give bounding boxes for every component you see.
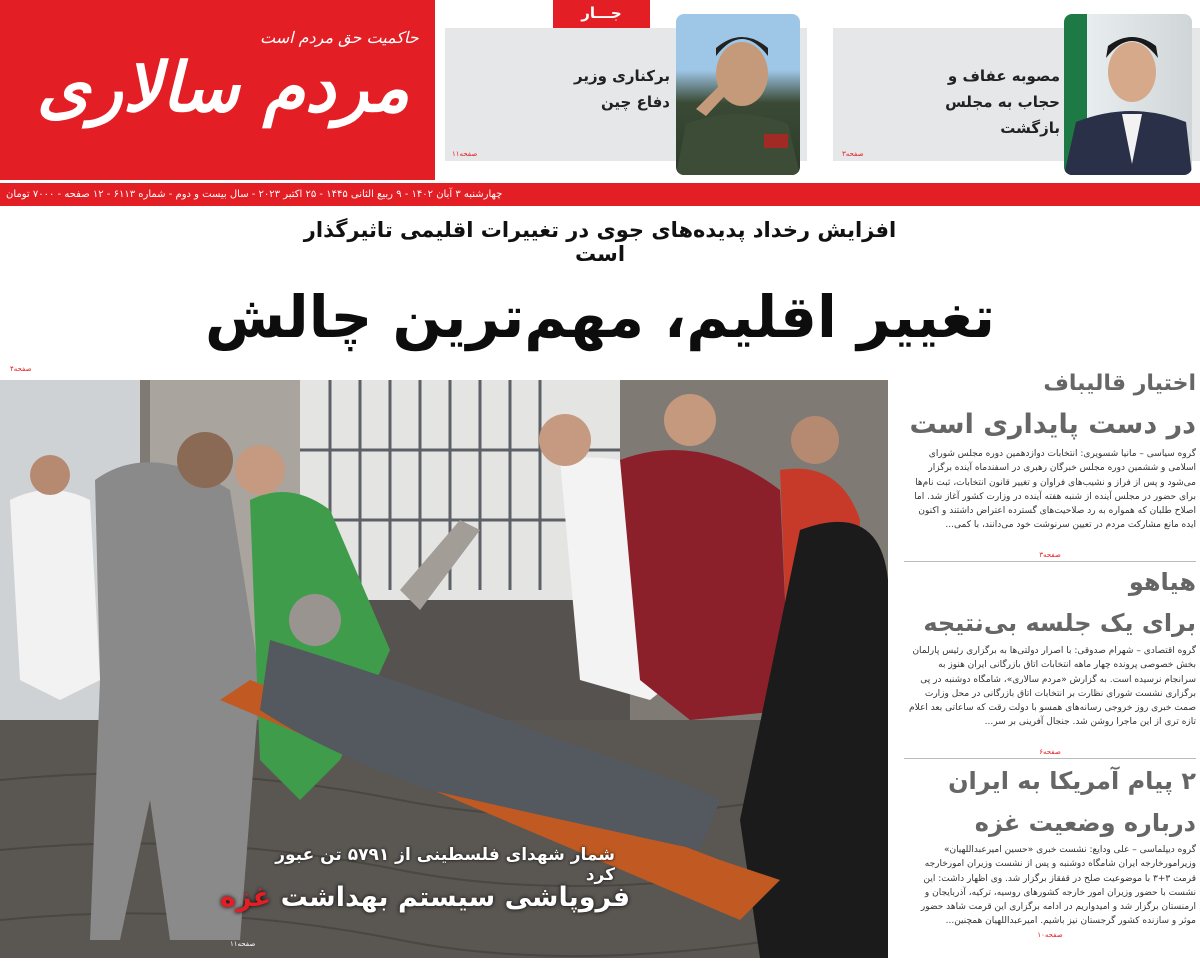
- masthead-slogan: حاکمیت حق مردم است: [260, 28, 419, 47]
- sidebar-item-headline-3b[interactable]: درباره وضعیت غزه: [974, 809, 1196, 837]
- sidebar-item-page-1: صفحه۳: [1039, 551, 1061, 559]
- sidebar-item-headline-1a[interactable]: اختیار قالیباف: [1043, 371, 1196, 396]
- sidebar-item-body-3: گروه دیپلماسی – علی ودایع: نشست خبری «حسین امیرعبداللهیان» وزیرامورخارجه ایران شامگاه دوشنبه و پس از نشست وزیران امورخارجه قرمت ۳+۳ با موضوعیت صلح در قفقاز برگزار شد. وی اظهار داشت: این نشست با حضور وزیران امور خارجه کشورهای روسیه، ترکیه، آذربایجان و ارمنستان برگزار شد و امیدواریم در ادامه برگزاری این قرمت شاهد حضور موثر و سازنده کشور گرجستان نیز باشیم. امیرعبداللهیان همچنین...: [920, 845, 1196, 927]
- photo-title-main: فروپاشی سیستم بهداشت: [271, 882, 630, 913]
- photo-kicker: شمار شهدای فلسطینی از ۵۷۹۱ تن عبور کرد: [275, 845, 615, 885]
- photo-title-red: غزه: [220, 882, 272, 913]
- teaser-title-middle[interactable]: برکناری وزیر دفاع چین: [574, 67, 670, 111]
- main-headline-page: صفحه۴: [10, 365, 32, 373]
- main-headline[interactable]: تغییر اقلیم، مهم‌ترین چالش: [204, 283, 996, 351]
- sidebar-item-body-1: گروه سیاسی – مانیا شسویری: انتخابات دوازدهمین دوره مجلس شورای اسلامی و ششمین دوره مجلس خبرگان رهبری در اسفندماه آینده برگزار می‌شود و پس از فراز و نشیب‌های فراوان و تغییر قانون انتخابات، ثبت نام‌ها برای حضور در مجلس آینده از شنبه هفته آینده در وزارت کشور آغاز شد. اما اصلاح طلبان که همواره به رد صلاحیت‌های گسترده اعتراض داشتند و اکنون ایده مانع مشارکت مردم در تعیین سرنوشت خود می‌دانند، با کمی...: [914, 449, 1196, 531]
- sidebar-item-headline-1b[interactable]: در دست پایداری است: [909, 409, 1196, 440]
- sidebar-column: [904, 365, 1196, 965]
- masthead-logo: [0, 0, 435, 180]
- teaser-photo-middle: [676, 14, 800, 175]
- sidebar-item-headline-2a[interactable]: هیاهو: [1128, 568, 1196, 596]
- sidebar-item-headline-3a[interactable]: ۲ پیام آمریکا به ایران: [948, 767, 1196, 795]
- sidebar-item-headline-2b[interactable]: برای یک جلسه بی‌نتیجه: [923, 609, 1196, 637]
- masthead-name: مردم سالاری: [36, 48, 410, 128]
- photo-page: صفحه۱۱: [230, 940, 256, 948]
- issue-info-bar: چهارشنبه ۳ آبان ۱۴۰۲ - ۹ ربیع الثانی ۱۴۴۵ - ۲۵ اکتبر ۲۰۲۳ - سال بیست و دوم - شماره ۶۱۱۳ - ۱۲ صفحه - ۷۰۰۰ تومان: [0, 183, 1200, 206]
- teaser-title-right[interactable]: مصوبه عفاف و حجاب به مجلس بازگشت: [945, 67, 1060, 137]
- teaser-photo-right: [1064, 14, 1192, 175]
- sidebar-item-body-2: گروه اقتصادی – شهرام صدوقی: با اصرار دولتی‌ها به برگزاری رئیس پارلمان بخش خصوصی پرونده چهار ماهه انتخابات اتاق بازرگانی ایران هنوز به سرانجام نرسیده است. به گزارش «مردم سالاری»، شامگاه دوشنبه در پی برگزاری نشست شورای نظارت بر انتخابات اتاق بازرگانی در محل وزارت صمت خبری روز خروجی رسانه‌های همسو با دولت رقت که ساعاتی بعد اعلام تازه تری از این ماجرا روشن شد. جنجال آفرینی بر سر...: [909, 646, 1196, 728]
- teaser-tag-label: جـــار: [581, 4, 622, 22]
- sidebar-item-page-2: صفحه۶: [1039, 748, 1061, 756]
- photo-title[interactable]: [200, 882, 630, 913]
- main-kicker: افزایش رخداد پدیده‌های جوی در تغییرات اقلیمی تاثیرگذار است: [303, 218, 897, 266]
- teaser-page-middle: صفحه۱۱: [452, 150, 478, 158]
- sidebar-item-page-3: صفحه۱۰: [1037, 931, 1063, 939]
- teaser-page-right: صفحه۳: [842, 150, 864, 158]
